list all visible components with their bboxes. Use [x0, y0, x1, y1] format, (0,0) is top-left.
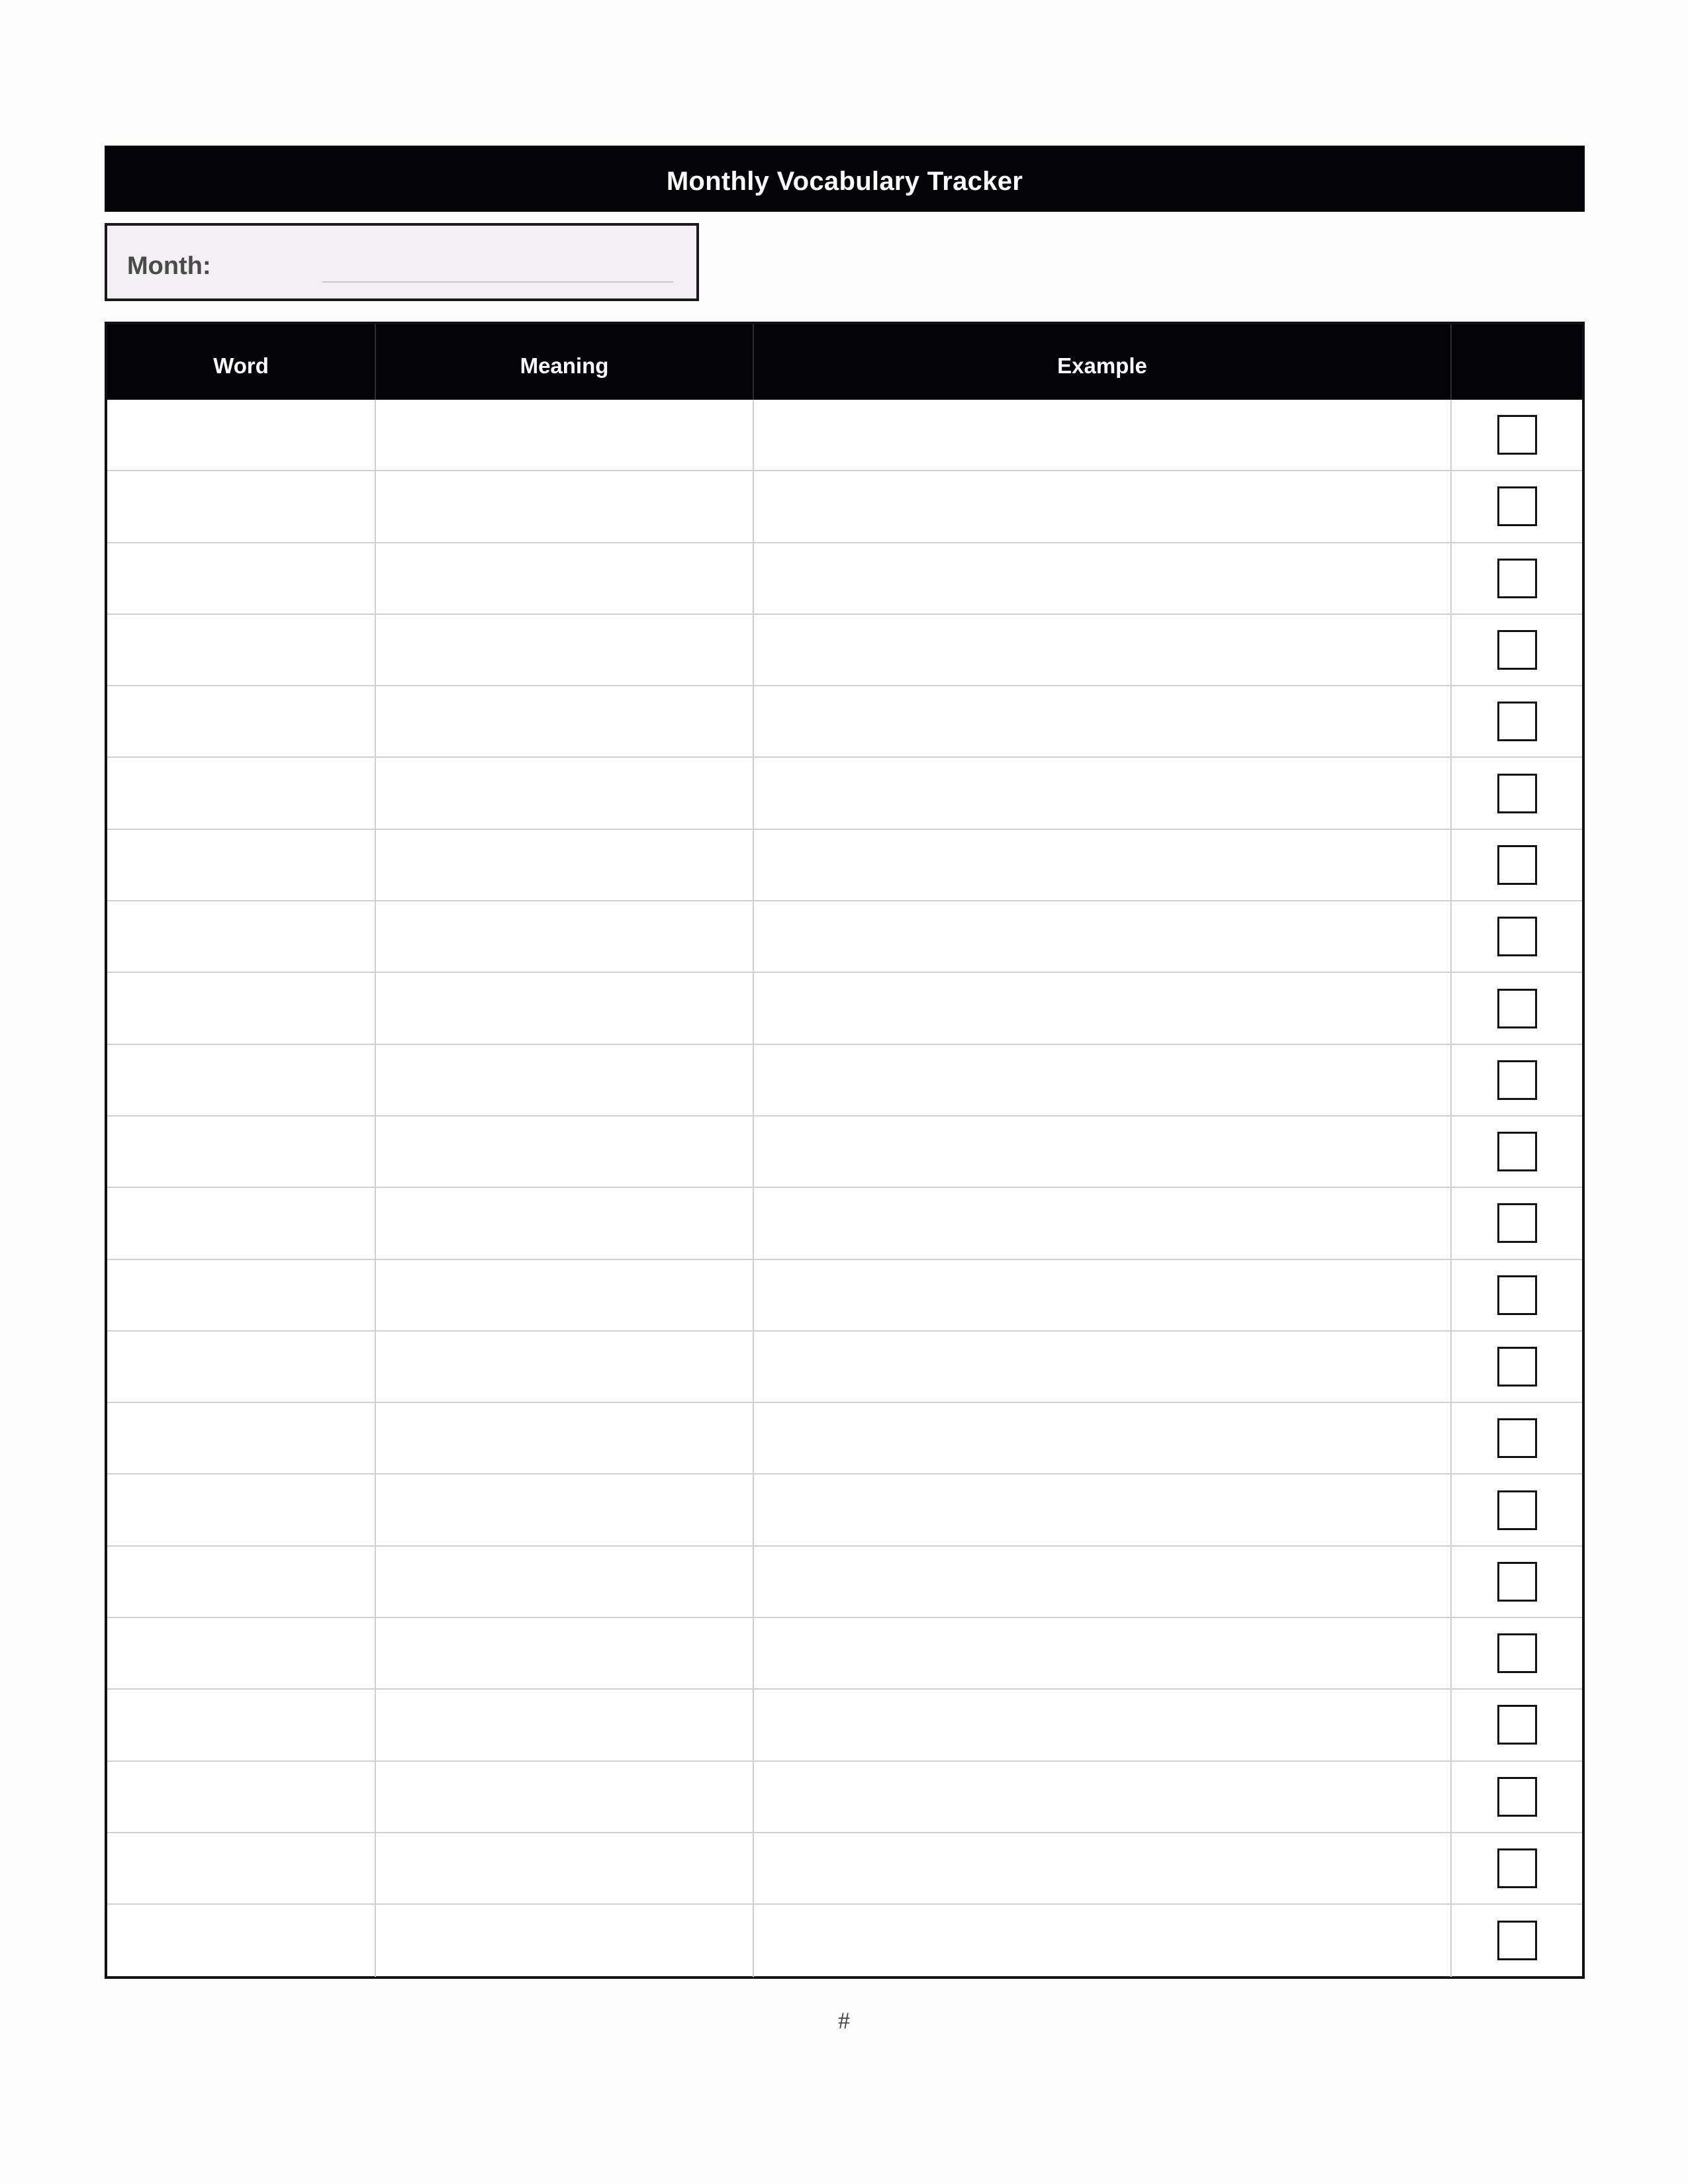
check-cell — [1452, 686, 1582, 756]
word-cell[interactable] — [107, 1547, 376, 1617]
column-header-check — [1452, 324, 1582, 400]
meaning-cell[interactable] — [376, 400, 754, 470]
example-cell[interactable] — [754, 1762, 1452, 1832]
page-number: # — [838, 2007, 850, 2034]
meaning-cell[interactable] — [376, 1332, 754, 1402]
row-checkbox[interactable] — [1497, 917, 1537, 956]
check-cell — [1452, 543, 1582, 614]
table-row — [107, 758, 1582, 829]
meaning-cell[interactable] — [376, 471, 754, 541]
row-checkbox[interactable] — [1497, 702, 1537, 741]
word-cell[interactable] — [107, 471, 376, 541]
example-cell[interactable] — [754, 1116, 1452, 1187]
example-cell[interactable] — [754, 830, 1452, 900]
row-checkbox[interactable] — [1497, 1848, 1537, 1888]
check-cell — [1452, 471, 1582, 541]
word-cell[interactable] — [107, 1188, 376, 1258]
example-cell[interactable] — [754, 1475, 1452, 1545]
meaning-cell[interactable] — [376, 901, 754, 972]
check-cell — [1452, 830, 1582, 900]
example-cell[interactable] — [754, 1833, 1452, 1903]
word-cell[interactable] — [107, 1905, 376, 1976]
table-row — [107, 686, 1582, 758]
check-cell — [1452, 758, 1582, 828]
check-cell — [1452, 1618, 1582, 1688]
table-row — [107, 830, 1582, 901]
table-row — [107, 1332, 1582, 1403]
meaning-cell[interactable] — [376, 543, 754, 614]
meaning-cell[interactable] — [376, 1116, 754, 1187]
table-row — [107, 615, 1582, 686]
row-checkbox[interactable] — [1497, 559, 1537, 598]
row-checkbox[interactable] — [1497, 845, 1537, 885]
word-cell[interactable] — [107, 686, 376, 756]
table-row — [107, 1116, 1582, 1188]
meaning-cell[interactable] — [376, 686, 754, 756]
example-cell[interactable] — [754, 1547, 1452, 1617]
meaning-cell[interactable] — [376, 1403, 754, 1473]
row-checkbox[interactable] — [1497, 774, 1537, 813]
table-header — [107, 324, 1582, 400]
example-cell[interactable] — [754, 1905, 1452, 1976]
example-cell[interactable] — [754, 1403, 1452, 1473]
meaning-cell[interactable] — [376, 1260, 754, 1330]
table-row — [107, 1475, 1582, 1546]
word-cell[interactable] — [107, 615, 376, 685]
check-cell — [1452, 1260, 1582, 1330]
row-checkbox[interactable] — [1497, 1777, 1537, 1817]
row-checkbox[interactable] — [1497, 1490, 1537, 1530]
word-cell[interactable] — [107, 1260, 376, 1330]
check-cell — [1452, 615, 1582, 685]
table-row — [107, 901, 1582, 973]
word-cell[interactable] — [107, 901, 376, 972]
table-row — [107, 1260, 1582, 1332]
row-checkbox[interactable] — [1497, 1921, 1537, 1960]
meaning-cell[interactable] — [376, 830, 754, 900]
meaning-cell[interactable] — [376, 1547, 754, 1617]
table-row — [107, 1403, 1582, 1475]
table-row — [107, 400, 1582, 471]
month-field-box[interactable] — [105, 223, 699, 301]
row-checkbox[interactable] — [1497, 1705, 1537, 1745]
check-cell — [1452, 1045, 1582, 1115]
example-cell[interactable] — [754, 615, 1452, 685]
word-cell[interactable] — [107, 830, 376, 900]
table-row — [107, 1547, 1582, 1618]
row-checkbox[interactable] — [1497, 630, 1537, 670]
example-cell[interactable] — [754, 901, 1452, 972]
table-row — [107, 1905, 1582, 1976]
example-cell[interactable] — [754, 758, 1452, 828]
row-checkbox[interactable] — [1497, 1633, 1537, 1673]
word-cell[interactable] — [107, 1475, 376, 1545]
check-cell — [1452, 1332, 1582, 1402]
check-cell — [1452, 400, 1582, 470]
example-cell[interactable] — [754, 1618, 1452, 1688]
row-checkbox[interactable] — [1497, 486, 1537, 526]
word-cell[interactable] — [107, 973, 376, 1043]
row-checkbox[interactable] — [1497, 1275, 1537, 1315]
row-checkbox[interactable] — [1497, 1418, 1537, 1458]
example-cell[interactable] — [754, 471, 1452, 541]
table-row — [107, 1188, 1582, 1259]
meaning-cell[interactable] — [376, 1475, 754, 1545]
row-checkbox[interactable] — [1497, 1060, 1537, 1100]
row-checkbox[interactable] — [1497, 1562, 1537, 1602]
table-row — [107, 1833, 1582, 1905]
column-header-meaning: Meaning — [376, 324, 754, 400]
meaning-cell[interactable] — [376, 1905, 754, 1976]
check-cell — [1452, 1690, 1582, 1760]
word-cell[interactable] — [107, 1332, 376, 1402]
table-row — [107, 1618, 1582, 1690]
row-checkbox[interactable] — [1497, 1347, 1537, 1387]
word-cell[interactable] — [107, 1618, 376, 1688]
meaning-cell[interactable] — [376, 1045, 754, 1115]
word-cell[interactable] — [107, 1045, 376, 1115]
example-cell[interactable] — [754, 1045, 1452, 1115]
check-cell — [1452, 1188, 1582, 1258]
title-bar — [105, 146, 1585, 212]
row-checkbox[interactable] — [1497, 1132, 1537, 1171]
check-cell — [1452, 1116, 1582, 1187]
example-cell[interactable] — [754, 1188, 1452, 1258]
check-cell — [1452, 1403, 1582, 1473]
meaning-cell[interactable] — [376, 1833, 754, 1903]
check-cell — [1452, 973, 1582, 1043]
row-checkbox[interactable] — [1497, 1203, 1537, 1243]
table-row — [107, 1045, 1582, 1116]
check-cell — [1452, 1905, 1582, 1976]
example-cell[interactable] — [754, 1690, 1452, 1760]
table-row — [107, 973, 1582, 1044]
meaning-cell[interactable] — [376, 1762, 754, 1832]
table-row — [107, 471, 1582, 543]
column-header-example: Example — [754, 324, 1452, 400]
vocabulary-table — [105, 322, 1585, 1979]
word-cell[interactable] — [107, 1762, 376, 1832]
meaning-cell[interactable] — [376, 615, 754, 685]
example-cell[interactable] — [754, 686, 1452, 756]
meaning-cell[interactable] — [376, 973, 754, 1043]
check-cell — [1452, 1762, 1582, 1832]
example-cell[interactable] — [754, 1332, 1452, 1402]
table-row — [107, 1762, 1582, 1833]
word-cell[interactable] — [107, 758, 376, 828]
meaning-cell[interactable] — [376, 758, 754, 828]
example-cell[interactable] — [754, 400, 1452, 470]
table-body — [107, 400, 1582, 1977]
meaning-cell[interactable] — [376, 1618, 754, 1688]
word-cell[interactable] — [107, 400, 376, 470]
month-label: Month: — [127, 252, 211, 280]
meaning-cell[interactable] — [376, 1690, 754, 1760]
table-row — [107, 1690, 1582, 1761]
word-cell[interactable] — [107, 1116, 376, 1187]
check-cell — [1452, 901, 1582, 972]
check-cell — [1452, 1547, 1582, 1617]
page-title: Monthly Vocabulary Tracker — [666, 166, 1023, 196]
example-cell[interactable] — [754, 543, 1452, 614]
word-cell[interactable] — [107, 1403, 376, 1473]
row-checkbox[interactable] — [1497, 415, 1537, 455]
example-cell[interactable] — [754, 1260, 1452, 1330]
word-cell[interactable] — [107, 1690, 376, 1760]
word-cell[interactable] — [107, 543, 376, 614]
table-row — [107, 543, 1582, 615]
month-input-line[interactable] — [322, 281, 673, 283]
check-cell — [1452, 1833, 1582, 1903]
meaning-cell[interactable] — [376, 1188, 754, 1258]
row-checkbox[interactable] — [1497, 989, 1537, 1028]
word-cell[interactable] — [107, 1833, 376, 1903]
column-header-word: Word — [107, 324, 376, 400]
check-cell — [1452, 1475, 1582, 1545]
example-cell[interactable] — [754, 973, 1452, 1043]
